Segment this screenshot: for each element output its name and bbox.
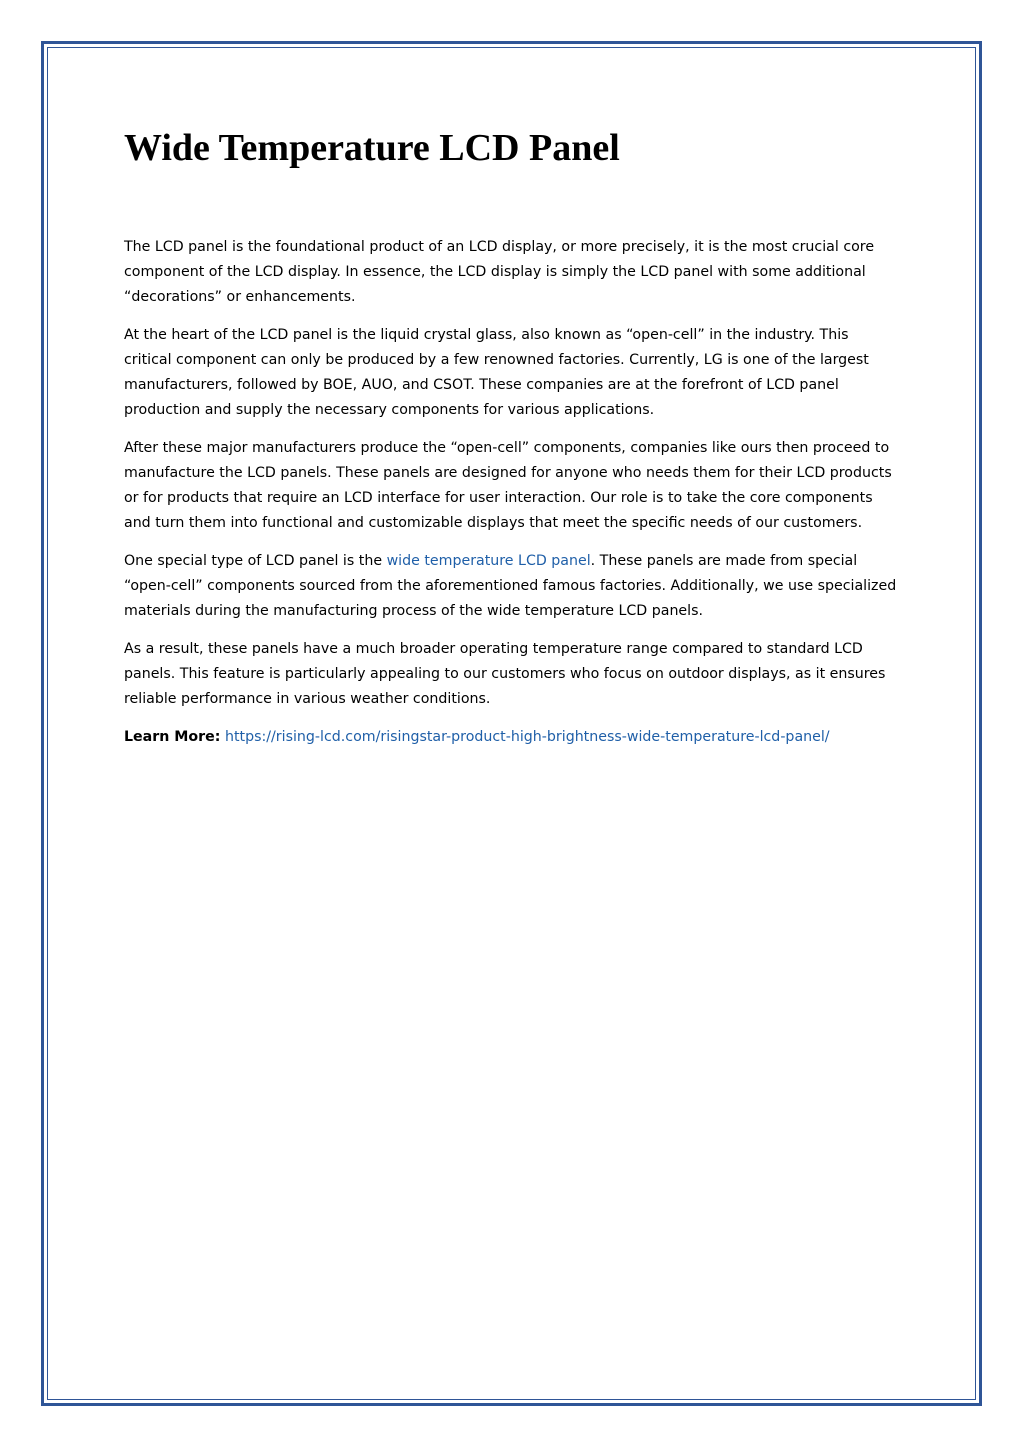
paragraph-intro: The LCD panel is the foundational product of an LCD display, or more precisely, it is the most crucial core component of the LCD display. In essence, the LCD display is simply the LCD panel with some additional “decorations” or enhancements. [124,239,875,305]
paragraph-open-cell: At the heart of the LCD panel is the liquid crystal glass, also known as “open-cell” in the industry. This critical component can only be produced by a few renowned factories. Currently, LG is one of the largest manufacturers, followed by BOE, AUO, and CSOT. These companies are at the forefront of LCD panel production and supply the necessary components for various applications. [124,327,869,418]
paragraph-manufacturing: After these major manufacturers produce the “open-cell” components, companies like ours then proceed to manufacture the LCD panels. These panels are designed for anyone who needs them for their LCD products or for products that require an LCD interface for user interaction. Our role is to take the core components and turn them into functional and customizable displays that meet the specific needs of our customers. [124,440,892,531]
wide-temperature-lcd-panel-link[interactable]: wide temperature LCD panel [386,553,591,569]
special-text-before: One special type of LCD panel is the [124,553,387,569]
paragraph-result: As a result, these panels have a much broader operating temperature range compared to standard LCD panels. This feature is particularly appealing to our customers who focus on outdoor displays, as it ensures reliable performance in various weather conditions. [124,641,886,707]
document-body [124,122,899,763]
learn-more [124,725,899,750]
learn-more-url-link[interactable]: https://rising-lcd.com/risingstar-product-high-brightness-wide-temperature-lcd-panel/ [224,729,830,745]
learn-more-label: Learn More: [124,729,221,745]
paragraph-special-type [124,549,899,624]
document-title: Wide Temperature LCD Panel [124,127,620,169]
special-text-after: . These panels are made from special “open-cell” components sourced from the aforementioned famous factories. Additionally, we use specialized materials during the manufacturing process of the wide temperature LCD panels. [124,553,897,619]
